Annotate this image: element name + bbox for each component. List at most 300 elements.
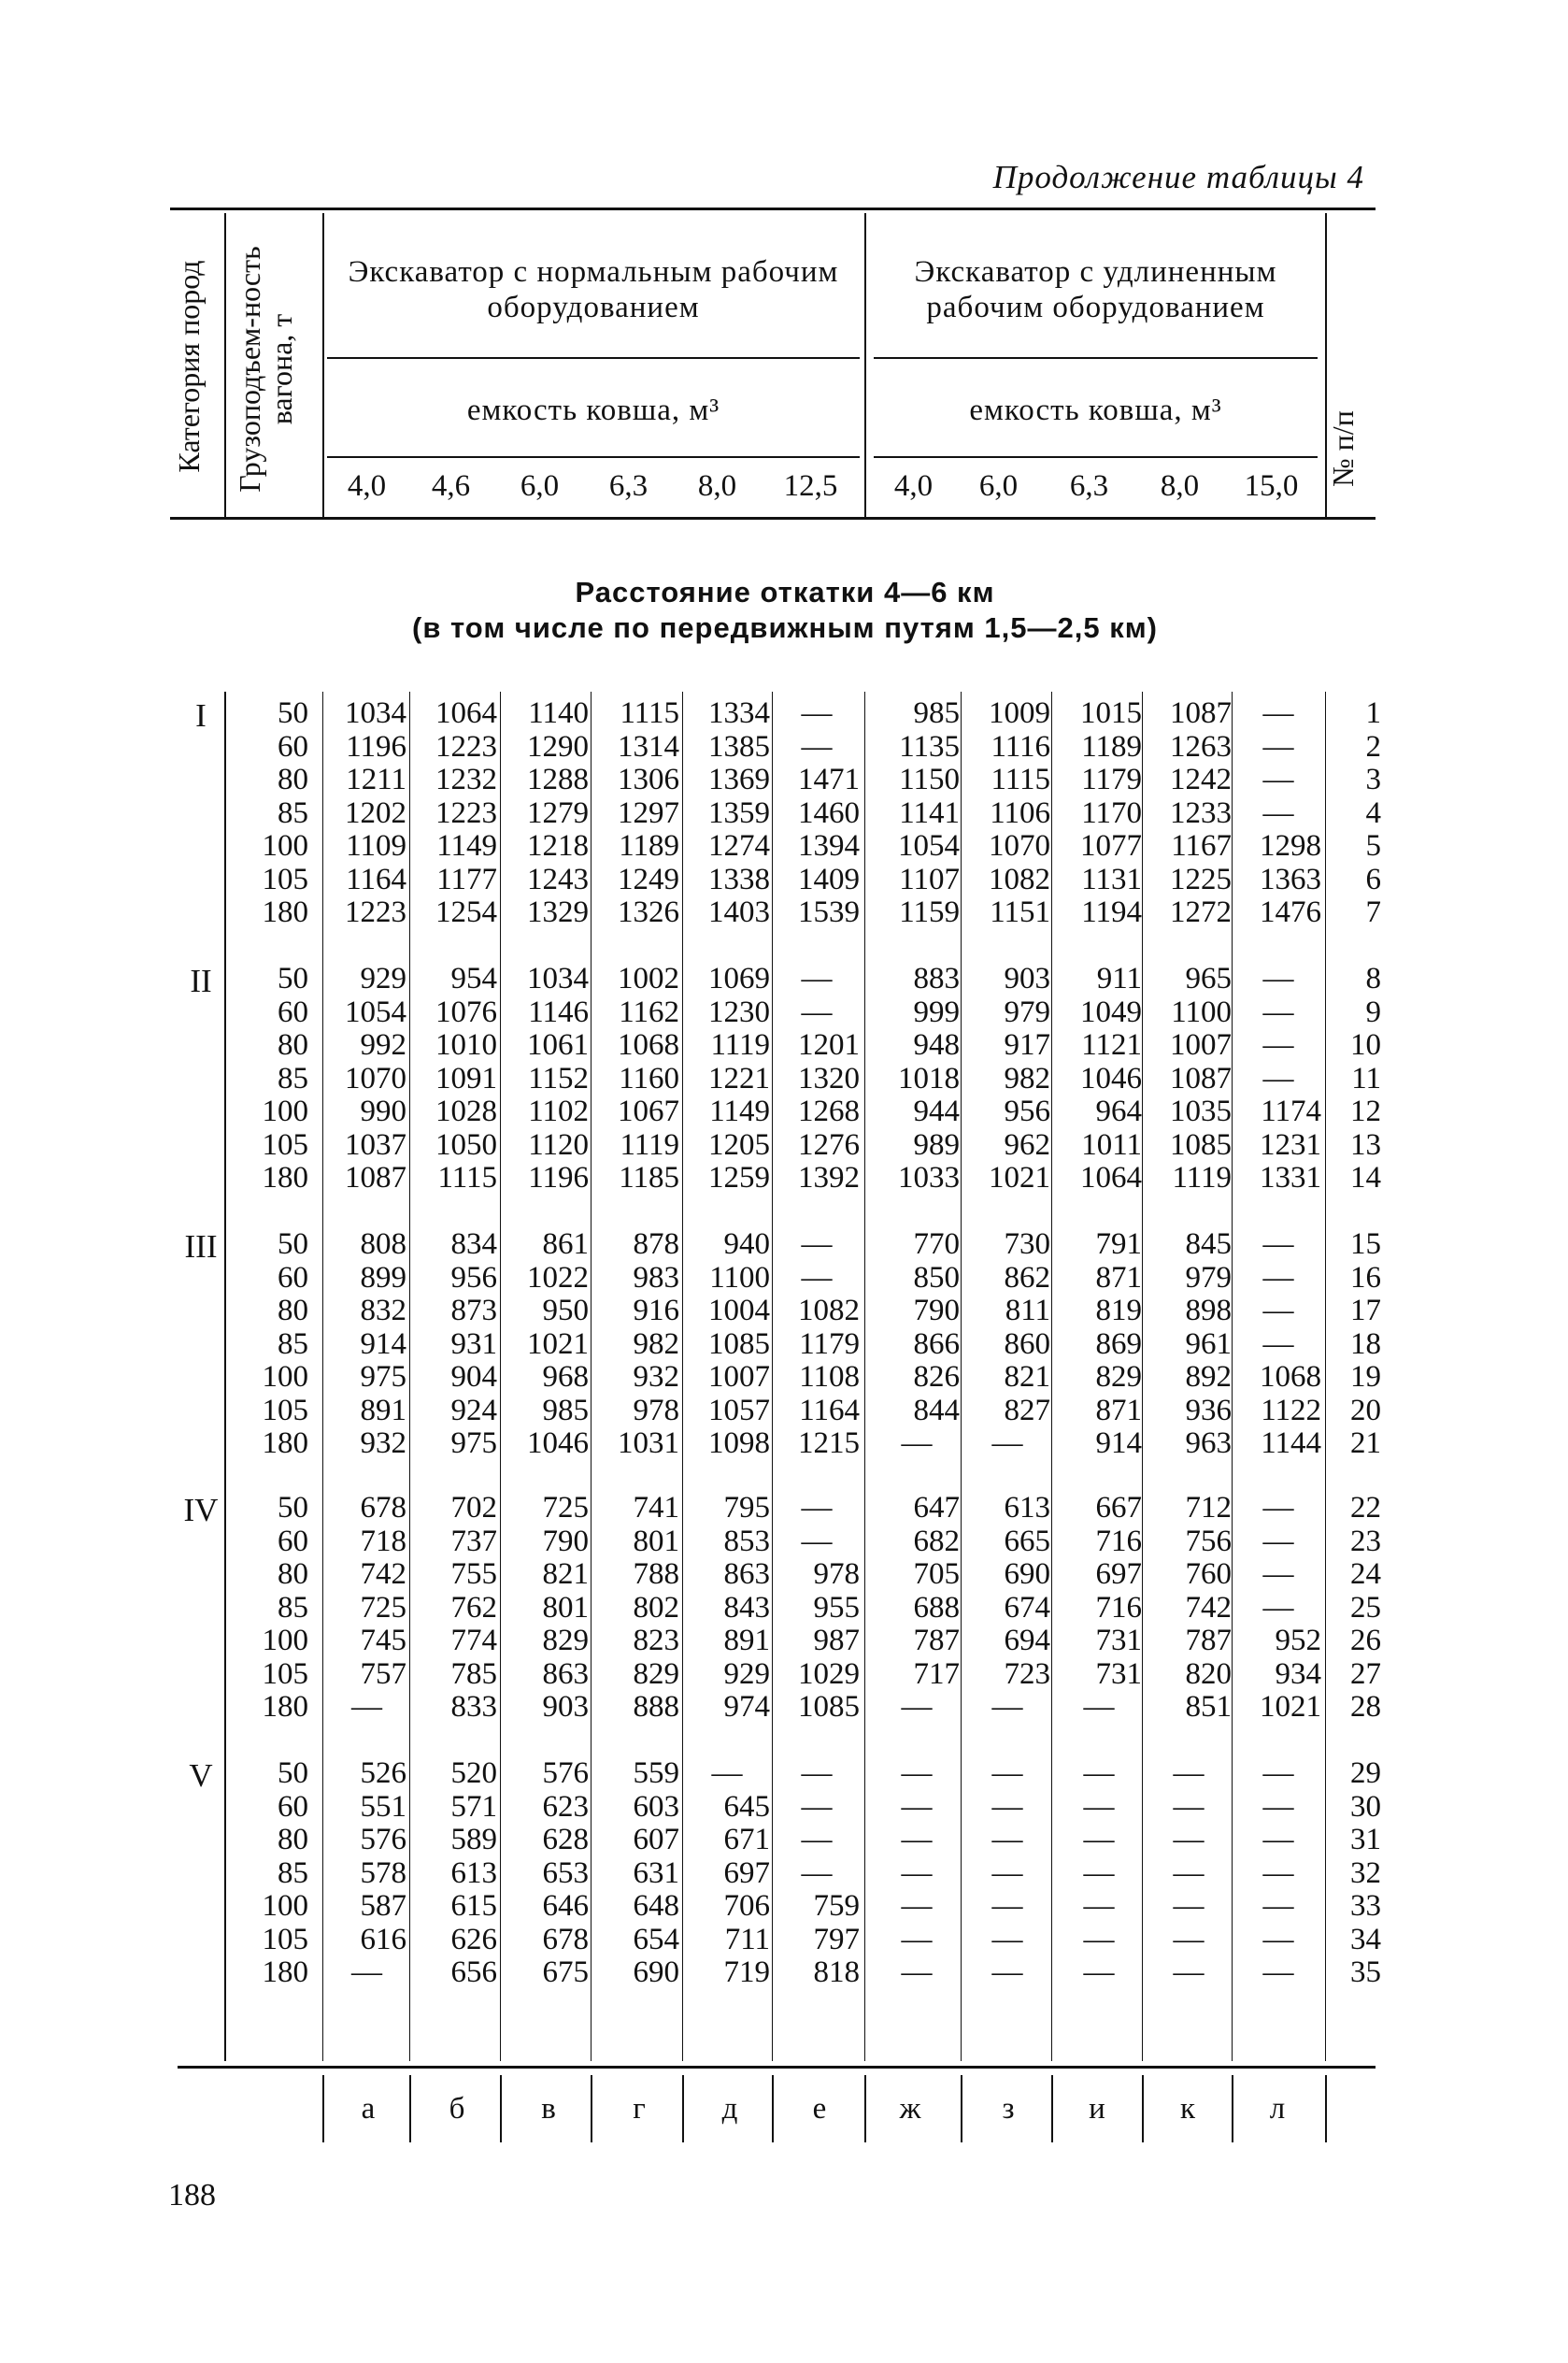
table-cell: 731 bbox=[1095, 1624, 1142, 1657]
table-cell: — bbox=[1083, 1855, 1115, 1890]
table-cell: 741 bbox=[633, 1491, 679, 1525]
row-number-cell: 28 bbox=[1350, 1690, 1381, 1724]
table-cell: 1196 bbox=[346, 729, 406, 764]
table-cell: — bbox=[1173, 1855, 1205, 1890]
column-rule bbox=[591, 692, 592, 2061]
table-cell: — bbox=[1262, 962, 1294, 995]
table-cell: 801 bbox=[542, 1590, 589, 1625]
wagon-capacity-cell: 180 bbox=[262, 895, 308, 929]
category-label: IV bbox=[183, 1492, 219, 1528]
table-cell: 1050 bbox=[435, 1127, 497, 1162]
table-cell: 903 bbox=[1004, 962, 1050, 995]
table-cell: 716 bbox=[1095, 1590, 1142, 1625]
table-cell: 1254 bbox=[435, 895, 497, 929]
row-number-cell: 17 bbox=[1350, 1294, 1381, 1327]
table-cell: 616 bbox=[360, 1922, 406, 1956]
table-cell: 1037 bbox=[345, 1127, 406, 1162]
normal-capacity: 4,6 bbox=[431, 468, 471, 503]
row-number-cell: 1 bbox=[1365, 696, 1381, 730]
row-number-cell: 21 bbox=[1350, 1426, 1381, 1460]
table-cell: 1068 bbox=[618, 1028, 679, 1062]
table-cell: — bbox=[1173, 1889, 1205, 1923]
table-cell: 1314 bbox=[618, 729, 679, 764]
table-cell: 730 bbox=[1004, 1227, 1050, 1261]
table-cell: 834 bbox=[450, 1227, 497, 1261]
row-number-cell: 32 bbox=[1350, 1855, 1381, 1890]
table-cell: 731 bbox=[1095, 1656, 1142, 1691]
table-cell: 759 bbox=[813, 1889, 860, 1923]
row-number-cell: 24 bbox=[1350, 1557, 1381, 1591]
table-cell: 1149 bbox=[436, 829, 497, 863]
table-cell: 963 bbox=[1185, 1426, 1232, 1460]
table-cell: 968 bbox=[542, 1360, 589, 1394]
table-cell: 869 bbox=[1095, 1326, 1142, 1361]
table-cell: 654 bbox=[633, 1922, 679, 1956]
table-cell: 1242 bbox=[1170, 763, 1232, 796]
row-number-cell: 26 bbox=[1350, 1624, 1381, 1657]
table-cell: 1205 bbox=[708, 1127, 770, 1162]
table-cell: 1225 bbox=[1170, 862, 1232, 896]
table-cell: 1140 bbox=[528, 696, 589, 730]
table-cell: 1015 bbox=[1080, 696, 1142, 730]
table-cell: 878 bbox=[633, 1227, 679, 1261]
table-cell: 929 bbox=[723, 1656, 770, 1691]
row-number-header: № п/п bbox=[1326, 410, 1360, 487]
row-number-cell: 15 bbox=[1350, 1227, 1381, 1261]
table-cell: 787 bbox=[913, 1624, 960, 1657]
table-cell: 1046 bbox=[527, 1426, 589, 1460]
table-cell: — bbox=[1262, 1326, 1294, 1361]
table-cell: 1394 bbox=[798, 829, 860, 863]
table-cell: 891 bbox=[723, 1624, 770, 1657]
table-cell: 791 bbox=[1095, 1227, 1142, 1261]
table-cell: 1471 bbox=[798, 763, 860, 796]
table-cell: — bbox=[1083, 1789, 1115, 1824]
table-cell: 737 bbox=[450, 1524, 497, 1558]
table-cell: — bbox=[1262, 1557, 1294, 1591]
table-cell: 607 bbox=[633, 1823, 679, 1856]
footer-rule bbox=[772, 2075, 774, 2142]
table-cell: 667 bbox=[1095, 1491, 1142, 1525]
table-cell: 1189 bbox=[619, 829, 679, 863]
table-cell: 1476 bbox=[1260, 895, 1321, 929]
table-cell: 576 bbox=[542, 1756, 589, 1790]
category-column-rule bbox=[224, 692, 226, 2061]
category-label: I bbox=[195, 697, 207, 734]
table-cell: — bbox=[801, 962, 833, 995]
table-cell: — bbox=[801, 1227, 833, 1261]
table-cell: 647 bbox=[913, 1491, 960, 1525]
table-cell: 1263 bbox=[1170, 729, 1232, 764]
row-number-cell: 27 bbox=[1350, 1656, 1381, 1691]
table-cell: 1329 bbox=[527, 895, 589, 929]
table-cell: 1077 bbox=[1080, 829, 1142, 863]
table-cell: 646 bbox=[542, 1889, 589, 1923]
table-cell: — bbox=[1173, 1756, 1205, 1790]
table-cell: 821 bbox=[1004, 1360, 1050, 1394]
table-cell: 559 bbox=[633, 1756, 679, 1790]
footer-rule bbox=[1051, 2075, 1053, 2142]
table-cell: 1268 bbox=[798, 1095, 860, 1128]
table-cell: 1087 bbox=[1170, 696, 1232, 730]
page-number: 188 bbox=[168, 2178, 216, 2213]
table-cell: 898 bbox=[1185, 1294, 1232, 1327]
table-cell: 1085 bbox=[798, 1690, 860, 1724]
wagon-capacity-cell: 85 bbox=[278, 1061, 308, 1096]
table-cell: 1202 bbox=[345, 795, 406, 830]
table-cell: — bbox=[901, 1955, 933, 1989]
table-cell: 1100 bbox=[709, 1260, 770, 1295]
table-cell: 626 bbox=[450, 1922, 497, 1956]
table-cell: 1115 bbox=[620, 696, 679, 730]
table-cell: 576 bbox=[360, 1823, 406, 1856]
table-cell: 863 bbox=[723, 1557, 770, 1591]
table-cell: 1049 bbox=[1080, 995, 1142, 1029]
table-cell: 962 bbox=[1004, 1127, 1050, 1162]
row-number-cell: 3 bbox=[1365, 763, 1381, 796]
wagon-capacity-cell: 50 bbox=[278, 1227, 308, 1261]
table-cell: 1160 bbox=[619, 1061, 679, 1096]
table-cell: 1201 bbox=[798, 1028, 860, 1062]
table-cell: 1279 bbox=[527, 795, 589, 830]
table-cell: — bbox=[991, 1690, 1023, 1724]
table-cell: 914 bbox=[360, 1326, 406, 1361]
table-cell: 1221 bbox=[708, 1061, 770, 1096]
table-cell: 756 bbox=[1185, 1524, 1232, 1558]
table-cell: 1196 bbox=[528, 1161, 589, 1195]
table-cell: 1119 bbox=[1172, 1161, 1232, 1195]
section-title-2: (в том числе по передвижным путям 1,5—2,5 км) bbox=[412, 611, 1158, 644]
table-cell: 1091 bbox=[435, 1061, 497, 1096]
table-cell: 1087 bbox=[1170, 1061, 1232, 1096]
table-cell: 787 bbox=[1185, 1624, 1232, 1657]
table-cell: — bbox=[801, 1756, 833, 1790]
table-cell: — bbox=[1173, 1955, 1205, 1989]
wagon-capacity-cell: 100 bbox=[262, 1095, 308, 1128]
table-cell: — bbox=[801, 1524, 833, 1558]
table-cell: 615 bbox=[450, 1889, 497, 1923]
table-cell: — bbox=[901, 1855, 933, 1890]
row-number-cell: 7 bbox=[1365, 895, 1381, 929]
table-cell: 1120 bbox=[528, 1127, 589, 1162]
table-cell: 975 bbox=[360, 1360, 406, 1394]
extended-equipment-title: Экскаватор с удлиненным рабочим оборудованием bbox=[914, 255, 1277, 324]
table-cell: 1069 bbox=[708, 962, 770, 995]
table-cell: — bbox=[801, 1823, 833, 1856]
table-cell: 956 bbox=[1004, 1095, 1050, 1128]
table-cell: 1249 bbox=[618, 862, 679, 896]
table-cell: 801 bbox=[633, 1524, 679, 1558]
table-cell: 1223 bbox=[435, 729, 497, 764]
table-cell: — bbox=[1262, 1028, 1294, 1062]
wagon-capacity-cell: 105 bbox=[262, 1922, 308, 1956]
table-cell: 1164 bbox=[799, 1393, 860, 1427]
table-cell: — bbox=[901, 1789, 933, 1824]
extended-capacity: 8,0 bbox=[1160, 468, 1200, 503]
table-cell: 742 bbox=[1185, 1590, 1232, 1625]
table-cell: — bbox=[1262, 1789, 1294, 1824]
column-rule bbox=[772, 692, 773, 2061]
table-cell: 1119 bbox=[620, 1127, 679, 1162]
wagon-capacity-cell: 80 bbox=[278, 1557, 308, 1591]
table-cell: 1194 bbox=[1081, 895, 1142, 929]
table-cell: 774 bbox=[450, 1624, 497, 1657]
table-cell: 1274 bbox=[708, 829, 770, 863]
category-label: III bbox=[184, 1228, 218, 1265]
table-cell: 1106 bbox=[990, 795, 1050, 830]
table-cell: 1021 bbox=[989, 1161, 1050, 1195]
row-number-cell: 34 bbox=[1350, 1922, 1381, 1956]
wagon-capacity-cell: 100 bbox=[262, 829, 308, 863]
table-cell: 1119 bbox=[710, 1028, 770, 1062]
table-cell: 623 bbox=[542, 1789, 589, 1824]
table-cell: 613 bbox=[450, 1855, 497, 1890]
table-cell: 1087 bbox=[345, 1161, 406, 1195]
wagon-capacity-cell: 60 bbox=[278, 729, 308, 764]
table-cell: 948 bbox=[913, 1028, 960, 1062]
table-cell: 1067 bbox=[618, 1095, 679, 1128]
table-cell: 961 bbox=[1185, 1326, 1232, 1361]
table-cell: 653 bbox=[542, 1855, 589, 1890]
table-cell: 1167 bbox=[1171, 829, 1232, 863]
table-cell: 1098 bbox=[708, 1426, 770, 1460]
row-number-cell: 16 bbox=[1350, 1260, 1381, 1295]
table-cell: — bbox=[1262, 763, 1294, 796]
table-cell: 1064 bbox=[435, 696, 497, 730]
table-cell: 985 bbox=[542, 1393, 589, 1427]
table-cell: 1046 bbox=[1080, 1061, 1142, 1096]
table-cell: 690 bbox=[1004, 1557, 1050, 1591]
wagon-capacity-cell: 50 bbox=[278, 962, 308, 995]
table-cell: 975 bbox=[450, 1426, 497, 1460]
table-cell: 1170 bbox=[1081, 795, 1142, 830]
wagon-capacity-cell: 60 bbox=[278, 1789, 308, 1824]
table-cell: 974 bbox=[723, 1690, 770, 1724]
table-cell: 871 bbox=[1095, 1260, 1142, 1295]
wagon-capacity-cell: 105 bbox=[262, 862, 308, 896]
table-cell: 1231 bbox=[1260, 1127, 1321, 1162]
table-cell: 1403 bbox=[708, 895, 770, 929]
table-cell: 891 bbox=[360, 1393, 406, 1427]
table-cell: 1076 bbox=[435, 995, 497, 1029]
table-cell: — bbox=[901, 1690, 933, 1724]
wagon-capacity-cell: 85 bbox=[278, 795, 308, 830]
column-rule bbox=[322, 692, 323, 2061]
table-cell: 628 bbox=[542, 1823, 589, 1856]
table-cell: 829 bbox=[633, 1656, 679, 1691]
table-cell: — bbox=[1262, 1756, 1294, 1790]
table-cell: 1177 bbox=[436, 862, 497, 896]
table-cell: 965 bbox=[1185, 962, 1232, 995]
table-cell: 829 bbox=[1095, 1360, 1142, 1394]
table-cell: 1109 bbox=[346, 829, 406, 863]
wagon-capacity-cell: 100 bbox=[262, 1360, 308, 1394]
table-cell: 982 bbox=[1004, 1061, 1050, 1096]
table-cell: — bbox=[991, 1756, 1023, 1790]
row-number-cell: 9 bbox=[1365, 995, 1381, 1029]
table-cell: 954 bbox=[450, 962, 497, 995]
table-cell: — bbox=[991, 1789, 1023, 1824]
table-cell: 757 bbox=[360, 1656, 406, 1691]
table-cell: 1064 bbox=[1080, 1161, 1142, 1195]
table-cell: 1290 bbox=[527, 729, 589, 764]
table-cell: 833 bbox=[450, 1690, 497, 1724]
row-number-cell: 5 bbox=[1365, 829, 1381, 863]
table-cell: 705 bbox=[913, 1557, 960, 1591]
row-number-cell: 29 bbox=[1350, 1756, 1381, 1790]
table-cell: 551 bbox=[360, 1789, 406, 1824]
table-cell: 904 bbox=[450, 1360, 497, 1394]
table-cell: 956 bbox=[450, 1260, 497, 1295]
table-cell: 702 bbox=[450, 1491, 497, 1525]
table-cell: 823 bbox=[633, 1624, 679, 1657]
table-cell: 1149 bbox=[709, 1095, 770, 1128]
table-cell: 821 bbox=[542, 1557, 589, 1591]
table-cell: 712 bbox=[1185, 1491, 1232, 1525]
table-cell: 1131 bbox=[1081, 862, 1142, 896]
table-cell: — bbox=[801, 1491, 833, 1525]
table-cell: 827 bbox=[1004, 1393, 1050, 1427]
table-cell: 1539 bbox=[798, 895, 860, 929]
table-cell: 1054 bbox=[898, 829, 960, 863]
row-number-cell: 8 bbox=[1365, 962, 1381, 995]
table-cell: 648 bbox=[633, 1889, 679, 1923]
table-cell: 1385 bbox=[708, 729, 770, 764]
column-rule bbox=[409, 692, 410, 2061]
table-cell: 985 bbox=[913, 696, 960, 730]
table-cell: 1115 bbox=[991, 763, 1050, 796]
table-cell: 745 bbox=[360, 1624, 406, 1657]
table-cell: 1144 bbox=[1261, 1426, 1321, 1460]
row-number-cell: 11 bbox=[1351, 1061, 1381, 1096]
row-number-cell: 30 bbox=[1350, 1789, 1381, 1824]
table-cell: 1115 bbox=[437, 1161, 497, 1195]
table-cell: — bbox=[901, 1889, 933, 1923]
table-cell: 1326 bbox=[618, 895, 679, 929]
table-cell: 719 bbox=[723, 1955, 770, 1989]
table-cell: — bbox=[801, 696, 833, 730]
table-cell: 916 bbox=[633, 1294, 679, 1327]
table-cell: — bbox=[1173, 1922, 1205, 1956]
table-cell: 706 bbox=[723, 1889, 770, 1923]
table-cell: 1230 bbox=[708, 995, 770, 1029]
table-cell: 987 bbox=[813, 1624, 860, 1657]
table-cell: — bbox=[1262, 696, 1294, 730]
table-cell: 861 bbox=[542, 1227, 589, 1261]
table-cell: — bbox=[1262, 1260, 1294, 1295]
table-cell: — bbox=[1262, 995, 1294, 1029]
table-cell: 843 bbox=[723, 1590, 770, 1625]
column-letter: е bbox=[812, 2092, 827, 2126]
table-cell: 678 bbox=[360, 1491, 406, 1525]
table-cell: 873 bbox=[450, 1294, 497, 1327]
table-cell: 1082 bbox=[798, 1294, 860, 1327]
table-cell: — bbox=[1083, 1889, 1115, 1923]
table-cell: 934 bbox=[1275, 1656, 1321, 1691]
section-title-1: Расстояние откатки 4—6 км bbox=[575, 576, 995, 609]
table-cell: 1288 bbox=[527, 763, 589, 796]
table-cell: 694 bbox=[1004, 1624, 1050, 1657]
table-cell: 790 bbox=[913, 1294, 960, 1327]
table-cell: 1034 bbox=[527, 962, 589, 995]
table-cell: — bbox=[1262, 1491, 1294, 1525]
table-cell: — bbox=[801, 1855, 833, 1890]
table-cell: 982 bbox=[633, 1326, 679, 1361]
table-cell: 1116 bbox=[991, 729, 1050, 764]
table-cell: 1070 bbox=[989, 829, 1050, 863]
capacity-header-text: Грузоподъем-ность вагона, т bbox=[233, 246, 298, 493]
footer-rule bbox=[591, 2075, 592, 2142]
table-cell: 1007 bbox=[708, 1360, 770, 1394]
table-cell: 911 bbox=[1096, 962, 1142, 995]
table-cell: 1082 bbox=[989, 862, 1050, 896]
table-cell: 1297 bbox=[618, 795, 679, 830]
table-cell: 797 bbox=[813, 1922, 860, 1956]
row-number-cell: 22 bbox=[1350, 1491, 1381, 1525]
table-cell: 811 bbox=[1005, 1294, 1050, 1327]
wagon-capacity-cell: 105 bbox=[262, 1656, 308, 1691]
table-cell: 1338 bbox=[708, 862, 770, 896]
table-cell: 1276 bbox=[798, 1127, 860, 1162]
wagon-capacity-cell: 80 bbox=[278, 763, 308, 796]
table-cell: 770 bbox=[913, 1227, 960, 1261]
table-cell: 899 bbox=[360, 1260, 406, 1295]
table-cell: 578 bbox=[360, 1855, 406, 1890]
table-cell: 725 bbox=[542, 1491, 589, 1525]
table-cell: 1122 bbox=[1261, 1393, 1321, 1427]
column-letter: л bbox=[1269, 2092, 1286, 2126]
table-cell: — bbox=[1262, 1889, 1294, 1923]
wagon-capacity-cell: 80 bbox=[278, 1823, 308, 1856]
table-cell: 520 bbox=[450, 1756, 497, 1790]
table-cell: 1392 bbox=[798, 1161, 860, 1195]
table-cell: 983 bbox=[633, 1260, 679, 1295]
table-cell: 1010 bbox=[435, 1028, 497, 1062]
table-cell: 1179 bbox=[799, 1326, 860, 1361]
table-cell: 1007 bbox=[1170, 1028, 1232, 1062]
wagon-capacity-cell: 100 bbox=[262, 1889, 308, 1923]
table-cell: — bbox=[1262, 795, 1294, 830]
table-cell: — bbox=[1083, 1922, 1115, 1956]
table-cell: 755 bbox=[450, 1557, 497, 1591]
wagon-capacity-cell: 50 bbox=[278, 696, 308, 730]
column-rule bbox=[1051, 692, 1052, 2061]
category-header: Категория пород bbox=[172, 260, 206, 473]
row-number-cell: 31 bbox=[1350, 1823, 1381, 1856]
table-cell: 1223 bbox=[435, 795, 497, 830]
table-cell: 883 bbox=[913, 962, 960, 995]
table-cell: 742 bbox=[360, 1557, 406, 1591]
continuation-label: Продолжение таблицы 4 bbox=[992, 159, 1364, 195]
table-cell: 790 bbox=[542, 1524, 589, 1558]
table-cell: — bbox=[1262, 1590, 1294, 1625]
table-cell: — bbox=[1262, 1061, 1294, 1096]
table-cell: 697 bbox=[723, 1855, 770, 1890]
column-letter: в bbox=[541, 2092, 556, 2126]
normal-capacity: 12,5 bbox=[783, 468, 838, 503]
table-cell: — bbox=[1262, 1922, 1294, 1956]
table-cell: 978 bbox=[633, 1393, 679, 1427]
wagon-capacity-cell: 85 bbox=[278, 1855, 308, 1890]
table-cell: 851 bbox=[1185, 1690, 1232, 1724]
table-cell: 1085 bbox=[1170, 1127, 1232, 1162]
table-cell: 717 bbox=[913, 1656, 960, 1691]
row-number-cell: 20 bbox=[1350, 1393, 1381, 1427]
table-cell: 1298 bbox=[1260, 829, 1321, 863]
wagon-capacity-cell: 50 bbox=[278, 1756, 308, 1790]
table-cell: 1135 bbox=[899, 729, 960, 764]
extended-capacity: 4,0 bbox=[893, 468, 934, 503]
